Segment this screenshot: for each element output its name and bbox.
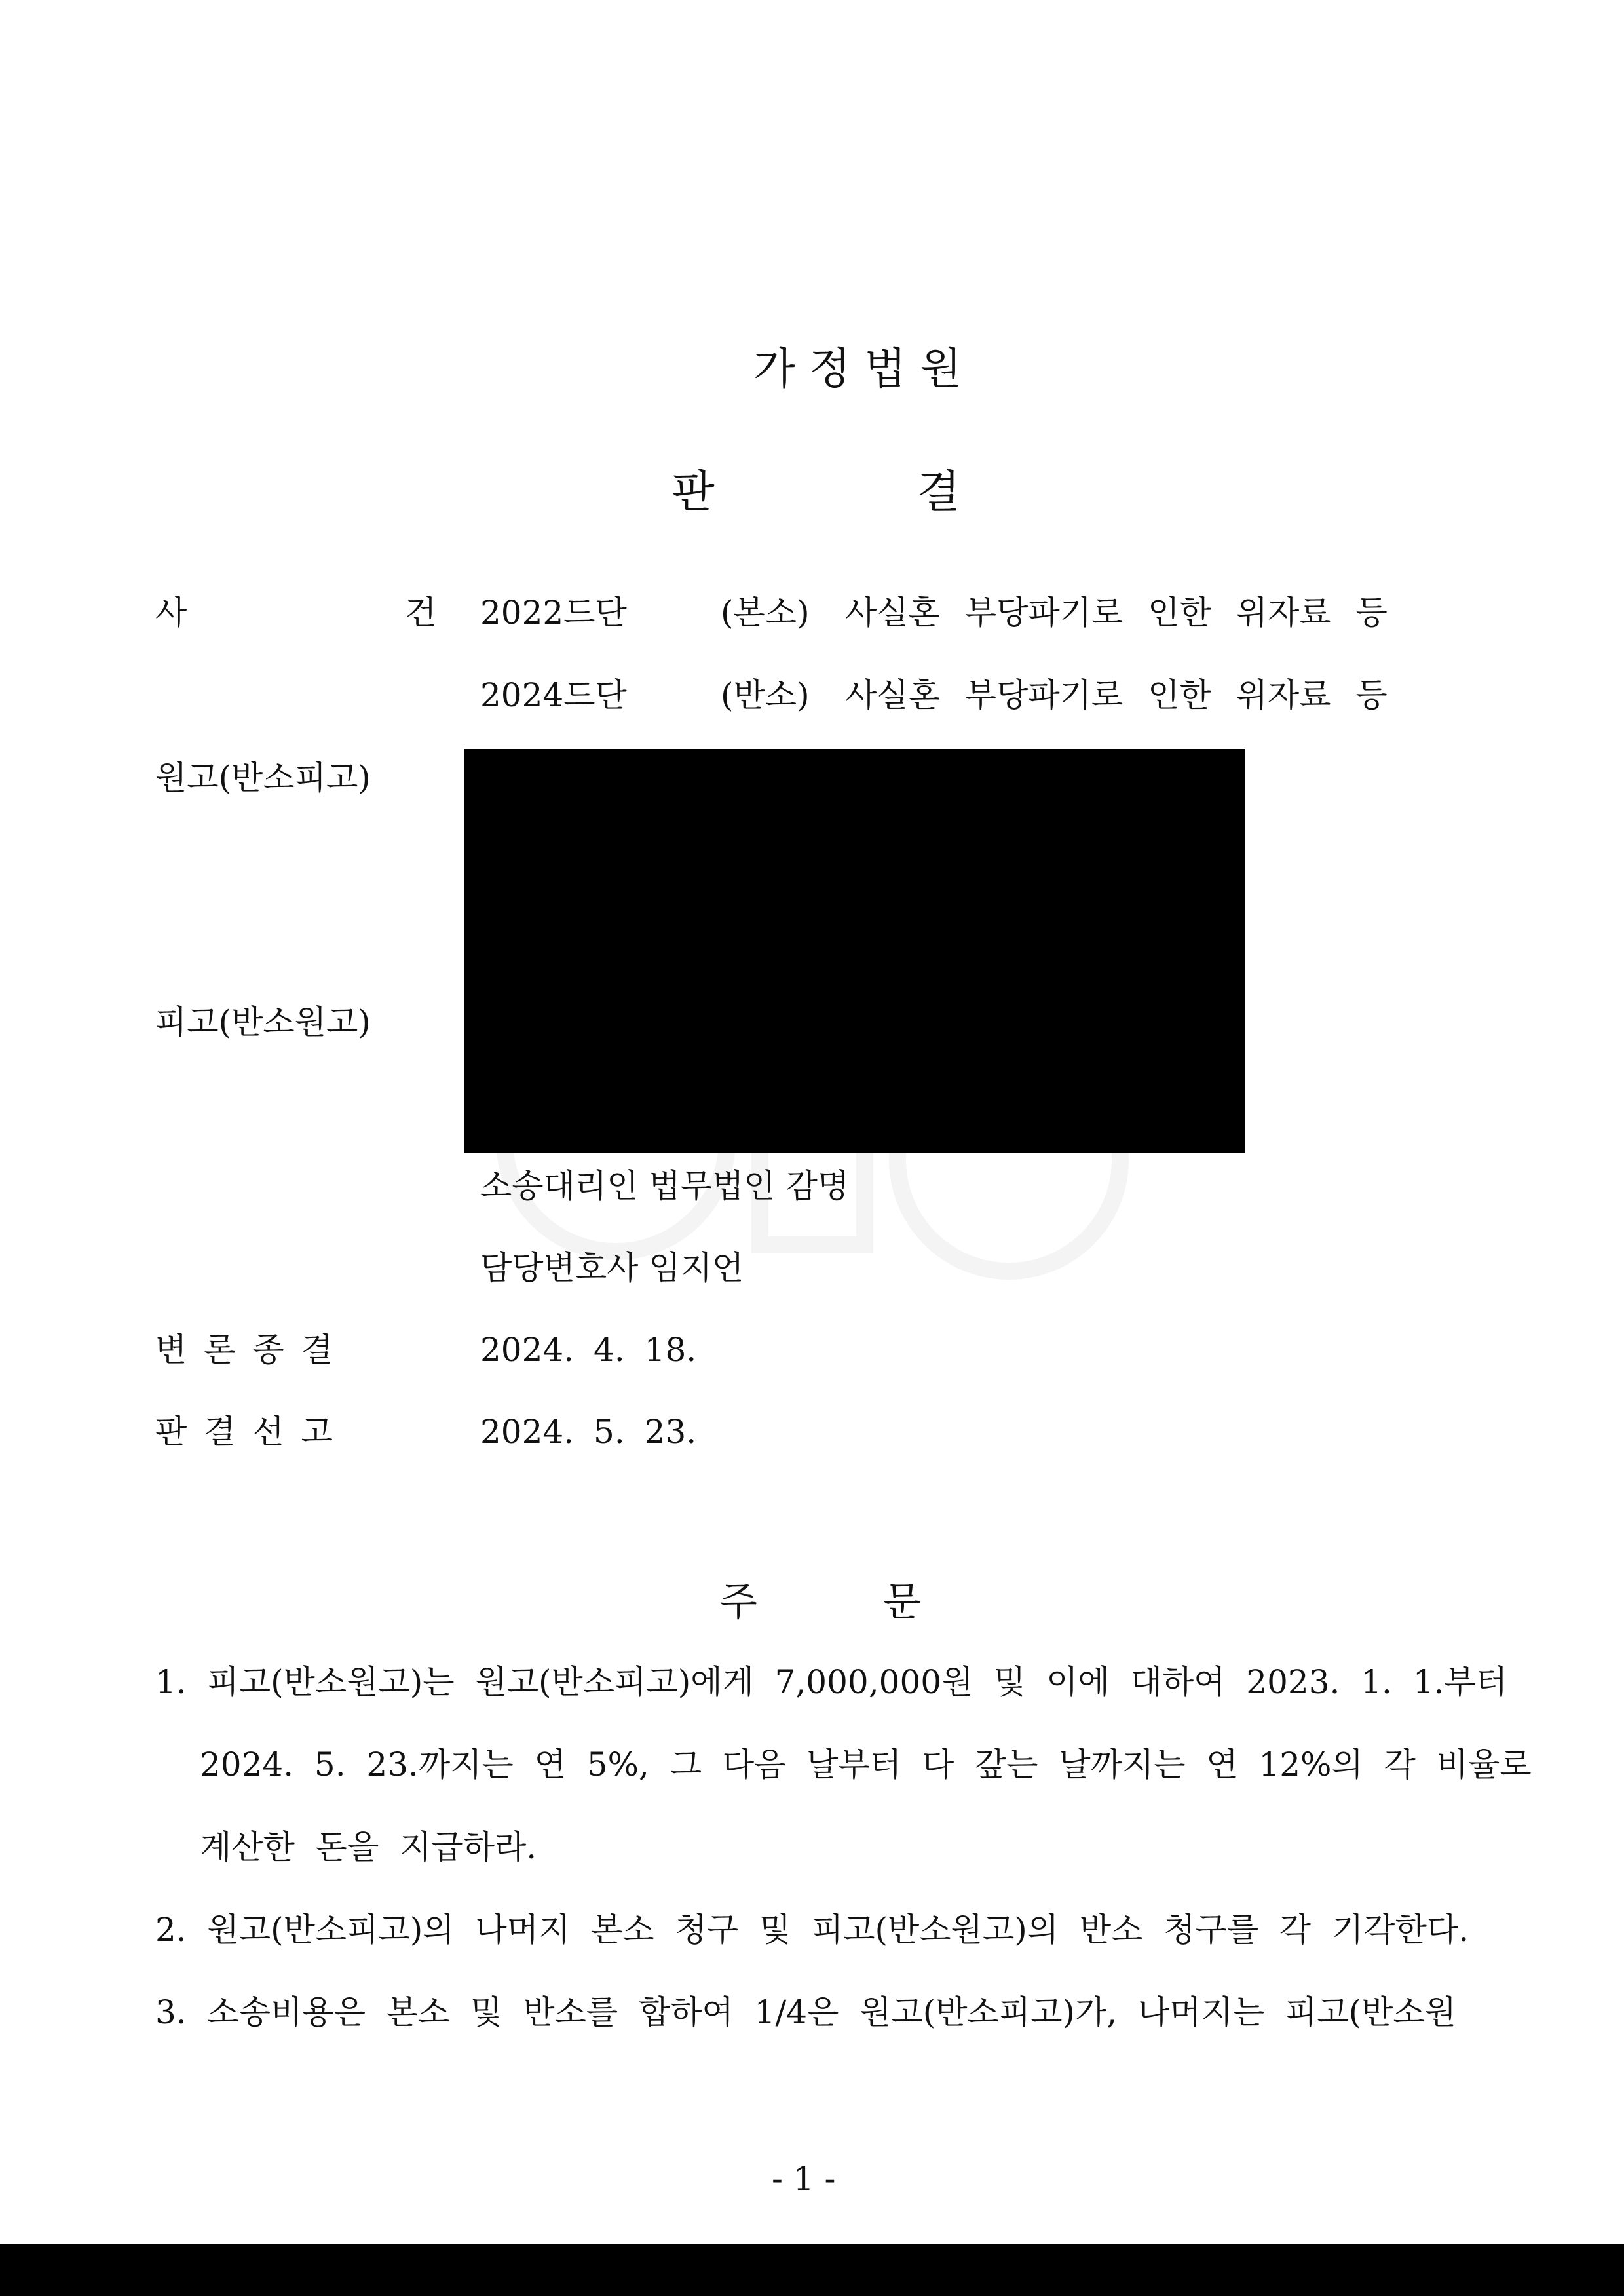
counsel-attorney: 담당변호사 임지언 — [480, 1249, 744, 1287]
case-label: 사 건 — [155, 594, 437, 632]
order-item-1-line-1: 1. 피고(반소원고)는 원고(반소피고)에게 7,000,000원 및 이에 대하여 2023. 1. 1.부터 — [155, 1663, 1508, 1701]
closing-date: 2024. 4. 18. — [480, 1331, 697, 1369]
order-item-2: 2. 원고(반소피고)의 나머지 본소 청구 및 피고(반소원고)의 반소 청구를 각 기각한다. — [155, 1911, 1469, 1949]
court-name: 가 정 법 원 — [753, 343, 962, 394]
case-number-main: 2022드단 — [480, 594, 627, 632]
footer-bar — [0, 2244, 1624, 2296]
order-heading-mun: 문 — [883, 1579, 921, 1625]
defendant-label: 피고(반소원고) — [155, 1003, 371, 1041]
case-kind-main: (본소) — [721, 594, 810, 632]
plaintiff-label: 원고(반소피고) — [155, 759, 371, 797]
redaction-block — [464, 749, 1245, 1153]
order-item-1-line-2: 2024. 5. 23.까지는 연 5%, 그 다음 날부터 다 갚는 날까지는 연 12%의 각 비율로 — [200, 1746, 1532, 1784]
order-item-1-line-3: 계산한 돈을 지급하라. — [200, 1828, 537, 1866]
counsel-firm: 소송대리인 법무법인 감명 — [480, 1167, 850, 1205]
order-item-3: 3. 소송비용은 본소 및 반소를 합하여 1/4은 원고(반소피고)가, 나머지는 피고(반소원 — [155, 1993, 1456, 2031]
ruling-date: 2024. 5. 23. — [480, 1413, 697, 1451]
case-number-counter: 2024드단 — [480, 676, 627, 714]
doc-type-pan: 판 — [671, 467, 715, 518]
page-number: - 1 - — [772, 2160, 836, 2198]
ruling-label: 판 결 선 고 — [155, 1413, 333, 1451]
doc-type-gyeol: 결 — [917, 467, 960, 518]
case-title-counter: 사실혼 부당파기로 인한 위자료 등 — [845, 676, 1388, 714]
closing-label: 변 론 종 결 — [155, 1331, 333, 1369]
order-heading-ju: 주 — [719, 1579, 757, 1625]
case-kind-counter: (반소) — [721, 676, 810, 714]
case-title-main: 사실혼 부당파기로 인한 위자료 등 — [845, 594, 1388, 632]
